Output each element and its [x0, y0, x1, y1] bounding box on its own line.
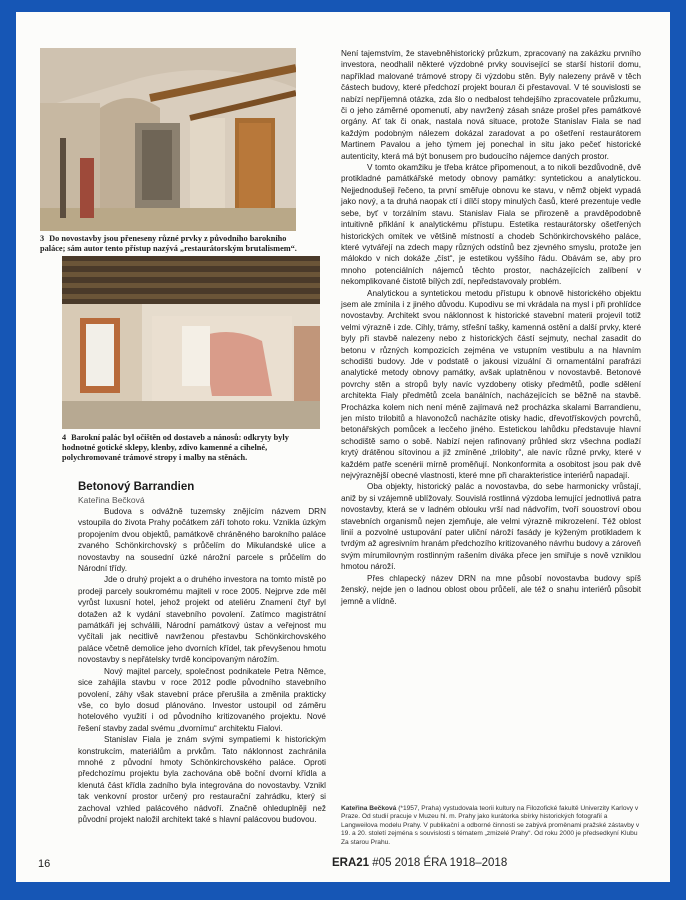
right-paragraph-1: Není tajemstvím, že stavebněhistorický průzkum, zpracovaný na zakázku prvního investora, neodhalil některé výzdobné prvky související se starší historií domu, například malované trámové stropy či výzdobu stěn. Byly nalezeny právě v těch částech budovy, které předchozí projekt bourал či přestavoval. V té souvislosti se nabízí nepříjemná otázka, zda šlo o nedbalost tehdejšího zpracovatele průzkumu, či o jeho záměrné opomenutí, aby navržený zásah snáze prošel přes památkové orgány. Ať tak či onak, nastala nová situace, protože Stanislav Fiala se nad každým podobným nálezem dokázal zaradovat a po ošetření restaurátorem Martinem Pavalou a jeho týmem jej ponechal in situ jako pečeť historické autenticity, která má být bonusem pro budoucího nájemce daných prostor.: [341, 49, 641, 161]
left-paragraph-2: Jde o druhý projekt a o druhého investora na tomto místě po prodeji parcely soukromému majiteli v roce 2005. Nejprve zde měl vyrůst luxusní hotel, jehož projekt od ateliéru Znamení čtyř byl dotažen až k vydání stavebního povolení. Zatímco magistrátní památkáři jej schválili, Národní památkový ústav a veřejnost mu vyčítali jak necitlivě navrženou přestavbu Schönkirchovského paláce včetně demolice jeho dvorních křídel, tak převyšenou hmotu novostavby s nepřátelsky tvrdě koncipovaným nárožím.: [78, 575, 326, 665]
magazine-issue: #05 2018 ÉRA 1918–2018: [372, 857, 508, 869]
right-paragraph-5: Přes chlapecký název DRN na mne působí novostavba budovy spíš ženský, nejde jen o ladnou oblost obou průčelí, ale též o snahu interiérů působit jemně a vlídně.: [341, 573, 641, 606]
photo-3-illustration: [40, 48, 296, 231]
left-paragraph-1: Budova s odvážně tuzemsky znějícím názvem DRN vstoupila do života Prahy počátkem září tohoto roku. Vznikla úzkým propojením dvou objektů, památkově chráněného barokního paláce zvaného Schönkirchovský s průčelím do Mikulandské ulice a novostavby na sousední úzké nárožní parcele s průčelím do Národní třídy.: [78, 507, 326, 574]
right-paragraph-2: V tomto okamžiku je třeba krátce připomenout, a to nikoli bezdůvodně, dvě protikladné památkářské metody obnovy památky: syntetickou a analytickou. Nejjednodušeji řečeno, ta první směřuje obnovu ke stavu, v němž objekt vypadá jako nový, a ta druhá naopak ctí i dílčí stopy minulých časů, které prezentuje vedle sebe, byť v torzálním stavu. Stanislav Fiala se přirozeně a pravděpodobně intuitivně přiklání k analytickému přístupu. Estetika restaurátorsky ošetřených historických omítek ve většině místností a chodeb Schönkirchovského paláce, které vytvářejí na zdech mapy různých odstínů bez zjevného smyslu, protože jen málokdo v nich dokáže „číst“, je estetikou vyššího řádu. Obávám se, aby pro mnoho potenciálních nájemců těchto prostor, nacházejících zalíbení v nekomplikované čistotě bílých zdí, nepředstavovaly problém.: [341, 163, 641, 287]
right-paragraph-3: Analytickou a syntetickou metodu přístupu k obnově historického objektu jsem ale zmínila i z jiného důvodu. Kupodivu se mi vkrádala na mysl i při prohlídce novostavby. Architekt svou náklonnost k historické stavební materii projevil totiž velmi výrazně i zde. Cihly, trámy, střešní tašky, kamenná ostění a další prvky, které byly při stavbě nalezeny nebo z historických částí sejmuty, nechal zasadit do betonu v různých kompozicích zejména ve vstupním vestibulu a na hlavním schodišti budovy. Jde v podstatě o jakousi vizuální či ornamentální parafrázi analytické metody obnovy památky, avšak uplatněnou v novostavbě. Betonové povrchy stěn a stropů byly navíc vyzdobeny otisky předmětů, podle sdělení architekta Fialy předmětů zcela banálních, nacházejících se běžně na stavbě. Procházka kolem nich není méně zajímavá než procházka skalami Barrandienu, jen místo trilobitů a hlavonožců nacházíte otisky hadic, dřevotřískových povrchů, betonářských pomůcek a lecčeho jiného. Estetickou lahůdku představuje hlavní schodiště samo o sobě. Nabízí nejen rafinovaný průhled skrz všechna podlaží krytý drátěnou sítovinou a již zmíněné „trilobity“, ale navíc různé prvky, které v každém patře scenérii mírně proměňují. Nonkonformita a osobitost jsou pak dvě nejvýraznější obecné vlastnosti, které mne při charakteristice interiérů napadají.: [341, 288, 641, 481]
caption-4: [62, 433, 290, 463]
article-title: Betonový Barrandien: [78, 481, 195, 493]
article-left-column: [78, 506, 326, 825]
caption-3-number: 3: [40, 234, 45, 243]
page: [16, 12, 670, 882]
author-bio: [341, 805, 641, 847]
caption-4-text: Barokní palác byl očištěn od dostaveb a nánosů: odkryty byly hodnotné gotické sklepy, klenby, zdivo kamenné a cihelné, polychromované trámové stropy i malby na stěnách.: [62, 433, 289, 462]
photo-4-interior: [62, 256, 320, 429]
article-author: Kateřina Bečková: [78, 495, 145, 505]
caption-3-text: Do novostavby jsou přeneseny různé prvky z původního barokního paláce; sám autor tento přístup nazývá „restaurátorským brutalismem“.: [40, 234, 297, 253]
right-paragraph-4: Oba objekty, historický palác a novostavba, do sebe harmonicky vrůstají, aniž by si vzájemně ublížovaly. Souvislá rostlinná výzdoba lemující jednotlivá patra novostavby, která se v ladném oblouku vrší nad nádvořím, tvoří souostroví obou stavebních organismů nejen zjemňuje, ale velmi výrazně mikrozelení. Též oblost linií a pozvolné ustupování pater uliční nároží fasády je kýženým protikladem k tvrdým až agresivním hranám předchozího kritizovaného návrhu budovy a zároveň svým mírumilovným rostlinným rašením diváka přece jen smiřuje s nově vzniklou hmotou nároží.: [341, 482, 641, 572]
article-right-column: [341, 48, 641, 607]
bio-name: Kateřina Bečková: [341, 805, 397, 812]
magazine-name: ERA21: [332, 857, 370, 869]
bio-text: (*1957, Praha) vystudovala teorii kultury na Filozofické fakultě Univerzity Karlovy v Praze. Od studií pracuje v Muzeu hl. m. Prahy jako kurátorka sbírky historických fotografií a Langweilova modelu Prahy. V publikační a odborné činnosti se zabývá proměnami pražské zástavby v 19. a 20. století zejména s souvislosti s tématem „zmizelé Prahy“. Od roku 2000 je předsedkyní Klubu Za starou Prahu.: [341, 805, 640, 846]
caption-3: [40, 234, 302, 254]
caption-4-number: 4: [62, 433, 67, 442]
left-paragraph-4: Stanislav Fiala je znám svými sympatiemi k historickým konstrukcím, materiálům a prvkům. Tato náklonnost zachránila mnohé z původní hmoty Schönkirchovského paláce. Oproti předchozímu projektu byla zachována obě boční dvorní křídla a klenutá část křídla zadního byla integrována do novostavby. Vznikl tak venkovní prostor určený pro restaurační zahrádku, který si zachoval vzhled palácového nádvoří. Značně ohleduplněji než původní projekt naložil architekt také s hlavní palácovou budovou.: [78, 735, 326, 824]
photo-3-interior: [40, 48, 296, 231]
page-number: 16: [38, 858, 51, 870]
photo-4-illustration: [62, 256, 320, 429]
magazine-footer: [332, 857, 507, 869]
left-paragraph-3: Nový majitel parcely, společnost podnikatele Petra Němce, sice zahájila stavbu v roce 2012 podle původního stavebního povolení, záhy však stavební práce přerušila a změnila prakticky vše, co bylo dosud plánováno. Investor ustoupil od záměru hotelového využití i od původního kritizovaného projektu. Nové řešení stavby zadal svému „dvornímu“ architektu Fialovi.: [78, 666, 326, 733]
